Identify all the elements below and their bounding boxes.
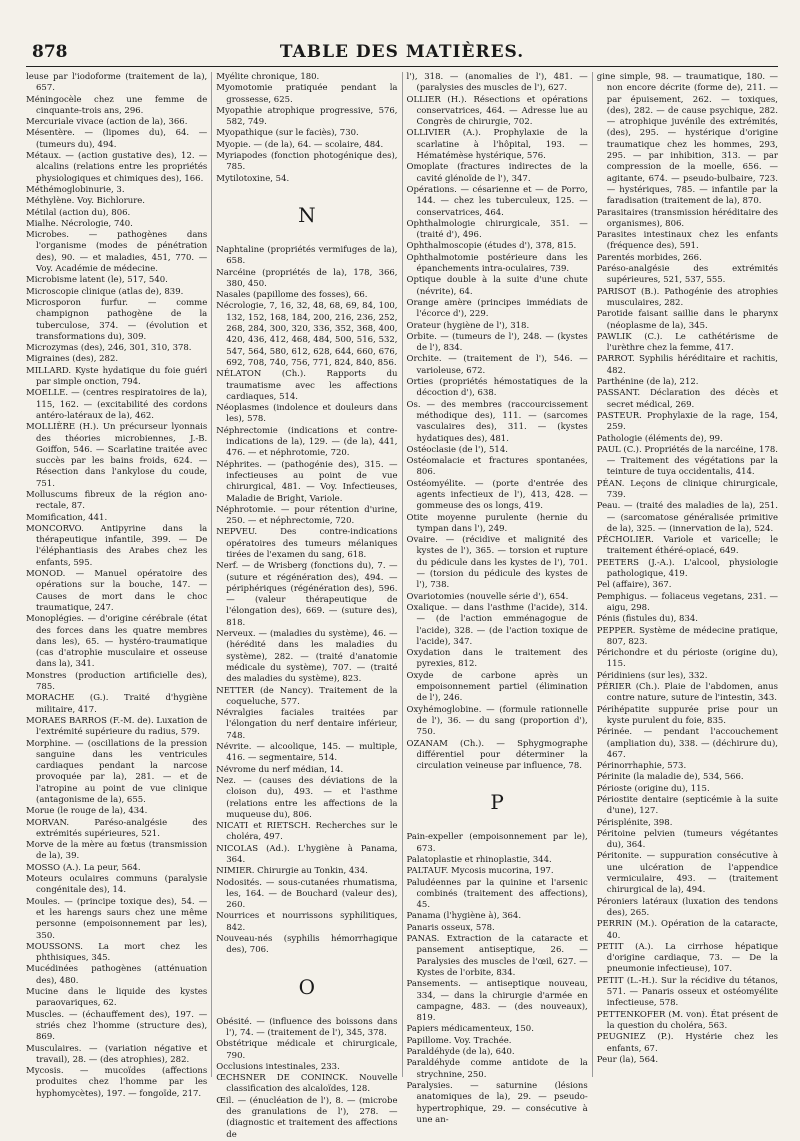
index-entry: Musculaires. — (variation négative et travail), 28. — (des atrophies), 282. <box>26 1043 208 1065</box>
index-entry: Ostéoclasie (de l'), 514. <box>406 444 508 455</box>
index-entry: Otite moyenne purulente (hernie du tympan dans l'), 249. <box>406 512 588 534</box>
entries-o <box>216 1017 397 1141</box>
index-entry: Paraldéhyde comme antidote de la strychnine, 250. <box>406 1058 588 1080</box>
index-columns <box>26 72 778 1140</box>
index-entry: gine simple, 98. — traumatique, 180. — non encore décrite (forme de), 211. — par épuisement, 262. — toxiques, (des), 282. — de cause psychique, 282. — atrophique juvénile des extrémités, (des), 295. — hystérique d'origine traumatique chez les hommes, 293, 295. — par inhibition, 313. — par compression de la moelle, 656. — agitante, 674. — pseudo-bulbaire, 723. — hystériques, 785. — infantile par la faradisation (traitement de la), 870. <box>596 72 778 207</box>
index-entry: PEETERS (J.-A.). L'alcool, physiologie pathologique, 419. <box>596 557 778 580</box>
index-entry: Névrite. — alcoolique, 145. — multiple, 416. — segmentaire, 514. <box>216 742 398 764</box>
index-entry: Nouveau-nés (syphilis hémorrhagique des), 706. <box>216 934 398 956</box>
index-entry: Papiers médicamenteux, 150. <box>406 1024 534 1035</box>
index-entry: Néoplasmes (indolence et douleurs dans les), 578. <box>216 403 398 425</box>
index-entry: Métilal (action du), 806. <box>26 207 131 218</box>
index-entry: Palatoplastie et rhinoplastie, 344. <box>406 855 552 865</box>
index-entry: Méthylène. Voy. Bichlorure. <box>26 196 146 207</box>
section-letter-n: N <box>298 202 316 227</box>
index-entry: NIMIER. Chirurgie au Tonkin, 434. <box>216 866 368 877</box>
section-letter-o: O <box>298 974 316 999</box>
index-entry: Pénis (fistules du), 834. <box>596 614 698 625</box>
index-entry: Monstres (production artificielle des), 785. <box>26 670 208 693</box>
index-entry: PERRIN (M.). Opération de la cataracte, 40. <box>596 919 778 941</box>
entries-m-end <box>216 72 397 185</box>
index-entry: Mucédinées pathogènes (atténuation des), 480. <box>26 964 208 986</box>
index-entry: Névrome du nerf médian, 14. <box>216 764 344 775</box>
index-entry: Ophthalmologie chirurgicale, 351. — (traité d'), 496. <box>406 218 588 241</box>
index-entry: Parasites intestinaux chez les enfants (fréquence des), 591. <box>596 230 778 252</box>
index-entry: Myopathique (sur le faciès), 730. <box>216 128 359 139</box>
column-1 <box>26 72 208 1099</box>
index-entry: Néphrites. — (pathogénie des), 315. — infectieuses au point de vue chirurgical, 481. — Voy. Infectieuses, Maladie de Bright, Variole. <box>216 459 398 504</box>
index-entry: Peau. — (traité des maladies de la), 251. — (sarcomatose généralisée primitive de la), 325. — (innervation de la), 524. <box>596 501 778 534</box>
index-entry: Pel (affaire), 367. <box>596 580 672 591</box>
index-entry: Ostéomalacie et fractures spontanées, 806. <box>406 456 588 478</box>
index-entry: PANAS. Extraction de la cataracte et pansement antiseptique, 26. — Paralysies des muscles de l'œil, 627. — Kystes de l'orbite, 834. <box>406 934 588 978</box>
index-entry: Monoplégies. — d'origine cérébrale (état des forces dans les quatre membres dans les), 65. — hystéro-traumatique (cas d'atrophie musculaire et osseuse dans la), 341. <box>26 614 208 670</box>
index-entry: MORAES BARROS (F.-M. de). Luxation de l'extrémité supérieure du radius, 579. <box>26 715 208 738</box>
index-entry: MOELLE. — (centres respiratoires de la), 115, 162. — (excitabilité des cordons antéro-latéraux de la), 462. <box>26 388 208 421</box>
index-entry: Obésité. — (influence des boissons dans l'), 74. — (traitement de l'), 345, 378. <box>216 1016 398 1038</box>
index-entry: MOLLIÈRE (H.). Un précurseur lyonnais des théories microbiennes, J.-B. Goiffon, 546. — Scarlatine traitée avec succès par les bains froids, 624. — Résection dans l'ankylose du coude, 751. <box>26 422 208 489</box>
index-entry: Néphrotomie. — pour rétention d'urine, 250. — et néphrectomie, 720. <box>216 504 398 527</box>
index-entry: Pathologie (éléments de), 99. <box>596 433 723 444</box>
index-entry: Nerf. — de Wrisberg (fonctions du), 7. — (suture et régénération des), 494. — périphériques (régénération des), 596. — (valeur thérapeutique de l'élongation des), 669. — (suture des), 818. <box>216 561 398 628</box>
running-title: TABLE DES MATIÈRES. <box>279 42 525 62</box>
index-entry: Orange amère (principes immédiats de l'écorce d'), 229. <box>406 297 588 320</box>
index-entry: Ovariotomies (nouvelle série d'), 654. <box>406 591 569 602</box>
index-entry: PARROT. Syphilis héréditaire et rachitis, 482. <box>596 354 778 376</box>
entries-m <box>26 72 207 1100</box>
index-entry: Molluscums fibreux de la région ano-rectale, 87. <box>26 489 208 512</box>
index-entry: Narcéine (propriétés de la), 178, 366, 380, 450. <box>216 267 398 289</box>
index-entry: Périnorrhaphie, 573. <box>596 761 687 772</box>
index-entry: Parasitaires (transmission héréditaire des organismes), 806. <box>596 207 778 229</box>
index-entry: Périhépatite suppurée prise pour un kyste purulent du foie, 835. <box>596 704 778 726</box>
column-3 <box>402 72 588 1125</box>
index-entry: Pemphigus. — foliaceus vegetans, 231. — aigu, 298. <box>596 591 778 613</box>
index-entry: Mucine dans le liquide des kystes paraovariques, 62. <box>26 987 208 1009</box>
index-entry: Nez. — (causes des déviations de la cloison du), 493. — et l'asthme (relations entre les affections de la muqueuse du), 806. <box>216 775 398 820</box>
index-entry: Morve de la mère au fœtus (transmission de la), 39. <box>26 840 208 862</box>
index-entry: Momification, 441. <box>26 512 108 523</box>
index-entry: Nasales (papillome des fosses), 66. <box>216 290 368 301</box>
index-entry: PÉAN. Leçons de clinique chirurgicale, 739. <box>596 478 778 500</box>
index-entry: Myomotomie pratiquée pendant la grossesse, 625. <box>216 83 398 105</box>
index-entry: PETIT (A.). La cirrhose hépatique d'origine cardiaque, 73. — De la pneumonie infectieuse), 107. <box>596 941 778 975</box>
index-entry: Myopathie atrophique progressive, 576, 582, 749. <box>216 105 398 128</box>
index-entry: Occlusions intestinales, 233. <box>216 1061 340 1072</box>
index-entry: MOUSSONS. La mort chez les phthisiques, 345. <box>26 941 208 964</box>
index-entry: Optique double à la suite d'une chute (névrite), 64. <box>406 275 588 297</box>
index-entry: Obstétrique médicale et chirurgicale, 790. <box>216 1039 398 1061</box>
index-entry: Myélite chronique, 180. <box>216 72 320 82</box>
index-entry: MILLARD. Kyste hydatique du foie guéri par simple onction, 794. <box>26 365 208 388</box>
index-entry: Mialhe. Nécrologie, 740. <box>26 218 133 229</box>
index-entry: Naphtaline (propriétés vermifuges de la), 658. <box>216 244 398 267</box>
index-entry: Moules. — (principe toxique des), 54. — et les harengs saurs chez une même personne (empoisonnement par les), 350. <box>26 896 208 941</box>
index-entry: OLLIVIER (A.). Prophylaxie de la scarlatine à l'hôpital, 193. — Hématémèse hystérique, 576. <box>406 128 588 162</box>
index-entry: Panaris osseux, 578. <box>406 922 495 933</box>
index-entry: leuse par l'iodoforme (traitement de la), 657. <box>26 72 208 94</box>
entries-p <box>407 832 588 1126</box>
index-entry: Myopie. — (de la), 64. — scolaire, 484. <box>216 139 384 150</box>
index-entry: PASTEUR. Prophylaxie de la rage, 154, 259. <box>596 410 778 433</box>
index-entry: MORACHE (G.). Traité d'hygiène militaire, 417. <box>26 693 208 715</box>
index-entry: Péritonite. — suppuration consécutive à une ulcération de l'appendice vermiculaire, 493. — (traitement chirurgical de la), 494. <box>596 851 778 896</box>
index-entry: Peur (la), 564. <box>596 1054 659 1065</box>
index-entry: Ophthalmoscopie (études d'), 378, 815. <box>406 241 577 252</box>
index-entry: Morue (le rouge de la), 434. <box>26 806 148 817</box>
index-entry: Microbes. — pathogènes dans l'organisme (modes de pénétration des), 90. — et maladies, 451, 770. — Voy. Académie de médecine. <box>26 230 208 275</box>
index-entry: Microzymas (des), 246, 301, 310, 378. <box>26 343 192 354</box>
index-entry: Morphine. — (oscillations de la pression sanguine dans les ventricules cardiaques pendant la narcose provoquée par la), 281. — et de l'atropine au point de vue clinique (antagonisme de la), 655. <box>26 738 208 805</box>
index-entry: PÉCHOLIER. Variole et varicelle; le traitement éthéré-opiacé, 649. <box>596 535 778 557</box>
index-entry: MORVAN. Paréso-analgésie des extrémités supérieures, 521. <box>26 817 208 839</box>
index-entry: Oxyhémoglobine. — (formule rationnelle de l'), 36. — du sang (proportion d'), 750. <box>406 704 588 738</box>
entries-p-cont <box>597 72 778 1066</box>
index-entry: Omoplate (fractures indirectes de la cavité glénoïde de l'), 347. <box>406 162 588 184</box>
index-entry: Péritoine pelvien (tumeurs végétantes du), 364. <box>596 828 778 851</box>
index-entry: Panama (l'hygiène à), 364. <box>406 911 522 922</box>
index-entry: Oxalique. — dans l'asthme (l'acide), 314. — (de l'action emménagogue de l'acide), 328. — (de l'action toxique de l'acide), 347. <box>406 602 588 647</box>
page-header <box>26 40 778 66</box>
index-entry: Pain-expeller (empoisonnement par le), 673. <box>406 832 588 854</box>
index-entry: MONOD. — Manuel opératoire des opérations sur la bouche, 147. — Causes de mort dans le choc traumatique, 247. <box>26 569 208 613</box>
section-letter-p: P <box>490 790 504 815</box>
index-entry: Mésentère. — (lipomes du), 64. — (tumeurs du), 494. <box>26 128 208 150</box>
index-entry: Opérations. — césarienne et — de Porro, 144. — chez les tuberculeux, 125. — conservatrices, 464. <box>406 184 588 218</box>
index-entry: Névralgies faciales traitées par l'élongation du nerf dentaire inférieur, 748. <box>216 708 398 741</box>
index-entry: NEPVEU. Des contre-indications opératoires des tumeurs mélaniques tirées de l'examen du sang, 618. <box>216 527 398 560</box>
index-entry: NICATI et RIETSCH. Recherches sur le choléra, 497. <box>216 821 398 843</box>
index-entry: Myriapodes (fonction photogénique des), 785. <box>216 151 398 173</box>
index-entry: Péroniers latéraux (luxation des tendons des), 265. <box>596 896 778 918</box>
index-entry: PAUL (C.). Propriétés de la narcéine, 178. — Traitement des végétations par la teinture de tuya occidentalis, 414. <box>596 444 778 478</box>
index-entry: NÉLATON (Ch.). Rapports du traumatisme avec les affections cardiaques, 514. <box>216 369 398 402</box>
index-entry: Périoste (origine du), 115. <box>596 783 710 794</box>
index-entry: Péridiniens (sur les), 332. <box>596 670 708 681</box>
index-entry: PARISOT (B.). Pathogénie des atrophies musculaires, 282. <box>596 286 778 308</box>
index-entry: Œil. — (énucléation de l'), 8. — (microbe des granulations de l'), 278. — (diagnostic et traitement des affections de <box>216 1095 398 1140</box>
index-entry: Mycosis. — mucoïdes (affections produites chez l'homme par les hyphomycètes), 197. — fongoïde, 217. <box>26 1066 208 1099</box>
index-entry: Moteurs oculaires communs (paralysie congénitale des), 14. <box>26 874 208 896</box>
index-entry: Parotide faisant saillie dans le pharynx (néoplasme de la), 345. <box>596 309 778 331</box>
index-entry: MOSSO (A.). La peur, 564. <box>26 862 141 873</box>
index-entry: Néphrectomie (indications et contre-indications de la), 129. — (de la), 441, 476. — et néphrotomie, 720. <box>216 425 398 459</box>
index-entry: Nécrologie, 7, 16, 32, 48, 68, 69, 84, 100, 132, 152, 168, 184, 200, 216, 236, 252, 268, 284, 300, 320, 336, 352, 368, 400, 420, 436, 412, 468, 484, 500, 516, 532, 547, 564, 580, 612, 628, 644, 660, 676, 692, 708, 740, 756, 771, 824, 840, 856. <box>216 301 398 368</box>
index-entry: l'), 318. — (anomalies de l'), 481. — (paralysies des muscles de l'), 627. <box>406 72 588 94</box>
index-entry: Ophthalmotomie postérieure dans les épanchements intra-oculaires, 739. <box>406 252 588 275</box>
index-entry: Paralysies. — saturnine (lésions anatomiques de la), 29. — pseudo-hypertrophique, 29. — consécutive à une an- <box>406 1080 588 1125</box>
index-entry: Mercuriale vivace (action de la), 366. <box>26 117 188 128</box>
index-entry: Microscopie clinique (atlas de), 839. <box>26 286 184 297</box>
page-number: 878 <box>32 42 68 62</box>
column-2 <box>211 72 398 1140</box>
column-4 <box>592 72 778 1077</box>
index-entry: OLLIER (H.). Résections et opérations conservatrices, 464. — Adresse lue au Congrès de chirurgie, 702. <box>406 94 588 128</box>
index-entry: Méningocèle chez une femme de cinquante-trois ans, 296. <box>26 94 208 116</box>
index-entry: Ovaire. — (récidive et malignité des kystes de l'), 365. — torsion et rupture du pédicule dans les kystes de l'), 701. — (torsion du pédicule des kystes de l'), 738. <box>406 535 588 591</box>
index-entry: Muscles. — (échauffement des), 197. — striés chez l'homme (structure des), 869. <box>26 1009 208 1043</box>
index-entry: PALTAUF. Mycosis mucorina, 197. <box>406 866 554 877</box>
index-entry: PAWLIK (C.). Le cathétérisme de l'urèthre chez la femme, 417. <box>596 331 778 354</box>
index-entry: Paludéennes par la quinine et l'arsenic combinés (traitement des affections), 45. <box>406 877 588 911</box>
index-entry: NICOLAS (Ad.). L'hygiène à Panama, 364. <box>216 843 398 865</box>
index-entry: PETTENKOFER (M. von). État présent de la question du choléra, 563. <box>596 1009 778 1031</box>
index-entry: Migraines (des), 282. <box>26 354 119 365</box>
index-entry: OZANAM (Ch.). — Sphygmographe différentiel pour déterminer la circulation veineuse par influence, 78. <box>406 738 588 772</box>
index-entry: ŒCHSNER DE CONINCK. Nouvelle classification des alcaloïdes, 128. <box>216 1073 398 1095</box>
index-entry: Orties (propriétés hémostatiques de la décoction d'), 638. <box>406 377 588 399</box>
index-entry: Mytilotoxine, 54. <box>216 173 290 184</box>
index-entry: Microbisme latent (le), 517, 540. <box>26 275 168 286</box>
index-entry: Paraldéhyde (de la), 640. <box>406 1047 515 1058</box>
index-entry: Nourrices et nourrissons syphilitiques, 842. <box>216 911 398 933</box>
index-entry: Périostite dentaire (septicémie à la suite d'une), 127. <box>596 795 778 817</box>
index-entry: Métaux. — (action gustative des), 12. — alcalins (relations entre les propriétés physiologiques et chimiques des), 166. <box>26 151 208 184</box>
index-entry: PÉRIER (Ch.). Plaie de l'abdomen, anus contre nature, suture de l'intestin, 343. <box>596 682 778 704</box>
index-entry: Périnée. — pendant l'accouchement (ampliation du), 338. — (déchirure du), 467. <box>596 727 778 760</box>
entries-o-cont <box>407 72 588 772</box>
index-entry: NETTER (de Nancy). Traitement de la coqueluche, 577. <box>216 685 398 707</box>
index-entry: Orateur (hygiène de l'), 318. <box>406 320 530 331</box>
index-entry: Orchite. — (traitement de l'), 546. — varioleuse, 672. <box>406 354 588 376</box>
index-entry: Oxydation dans le traitement des pyrexies, 812. <box>406 648 588 670</box>
index-entry: Nerveux. — (maladies du système), 46. — (hérédité dans les maladies du système), 282. — (traité d'anatomie médicale du système), 707. — (traité des maladies du système), 823. <box>216 629 398 685</box>
index-entry: PASSANT. Déclaration des décès et secret médical, 269. <box>596 388 778 410</box>
entries-n <box>216 245 397 957</box>
index-entry: Méthémoglobinurie, 3. <box>26 184 125 195</box>
index-entry: Nodosités. — sous-cutanées rhumatisma, les, 164. — de Bouchard (valeur des), 260. <box>216 877 398 911</box>
index-entry: Paréso-analgésie des extrémités supérieures, 521, 537, 555. <box>596 264 778 286</box>
index-entry: Ostéomyélite. — (porte d'entrée des agents infectieux de l'), 413, 428. — gommeuse des os longs, 419. <box>406 478 588 512</box>
index-entry: MONCORVO. Antipyrine dans la thérapeutique infantile, 399. — De l'éléphantiasis des Arabes chez les enfants, 595. <box>26 523 208 568</box>
index-entry: Microsporon furfur. — comme champignon pathogène de la tuberculose, 374. — (évolution et transformations du), 309. <box>26 297 208 342</box>
index-entry: Périnite (la maladie de), 534, 566. <box>596 772 744 783</box>
index-entry: Périchondre et du périoste (origine du), 115. <box>596 648 778 670</box>
index-entry: Orbite. — (tumeurs de l'), 248. — (kystes de l'), 834. <box>406 331 588 354</box>
index-entry: PETIT (L.-H.). Sur la récidive du tétanos, 571. — Panaris osseux et ostéomyélite infectieuse, 578. <box>596 975 778 1009</box>
index-entry: Parthénine (de la), 212. <box>596 377 699 388</box>
index-entry: PEPPER. Système de médecine pratique, 807, 823. <box>596 625 778 647</box>
index-entry: Oxyde de carbone après un empoisonnement partiel (élimination de l'), 246. <box>406 670 588 704</box>
index-entry: Os. — des membres (raccourcissement méthodique des), 111. — (sarcomes vasculaires des), 311. — (kystes hydatiques des), 481. <box>406 399 588 444</box>
index-entry: Pansements. — antiseptique nouveau, 334, — dans la chirurgie d'armée en campagne, 483. — (des nouveaux), 819. <box>406 979 588 1024</box>
index-entry: Parentés morbides, 266. <box>596 252 702 263</box>
header-rule <box>26 66 778 67</box>
index-entry: Papillome. Voy. Trachée. <box>406 1035 512 1046</box>
index-entry: Périsplénite, 398. <box>596 817 673 828</box>
index-entry: PEUGNIEZ (P.). Hystérie chez les enfants, 67. <box>596 1032 778 1054</box>
